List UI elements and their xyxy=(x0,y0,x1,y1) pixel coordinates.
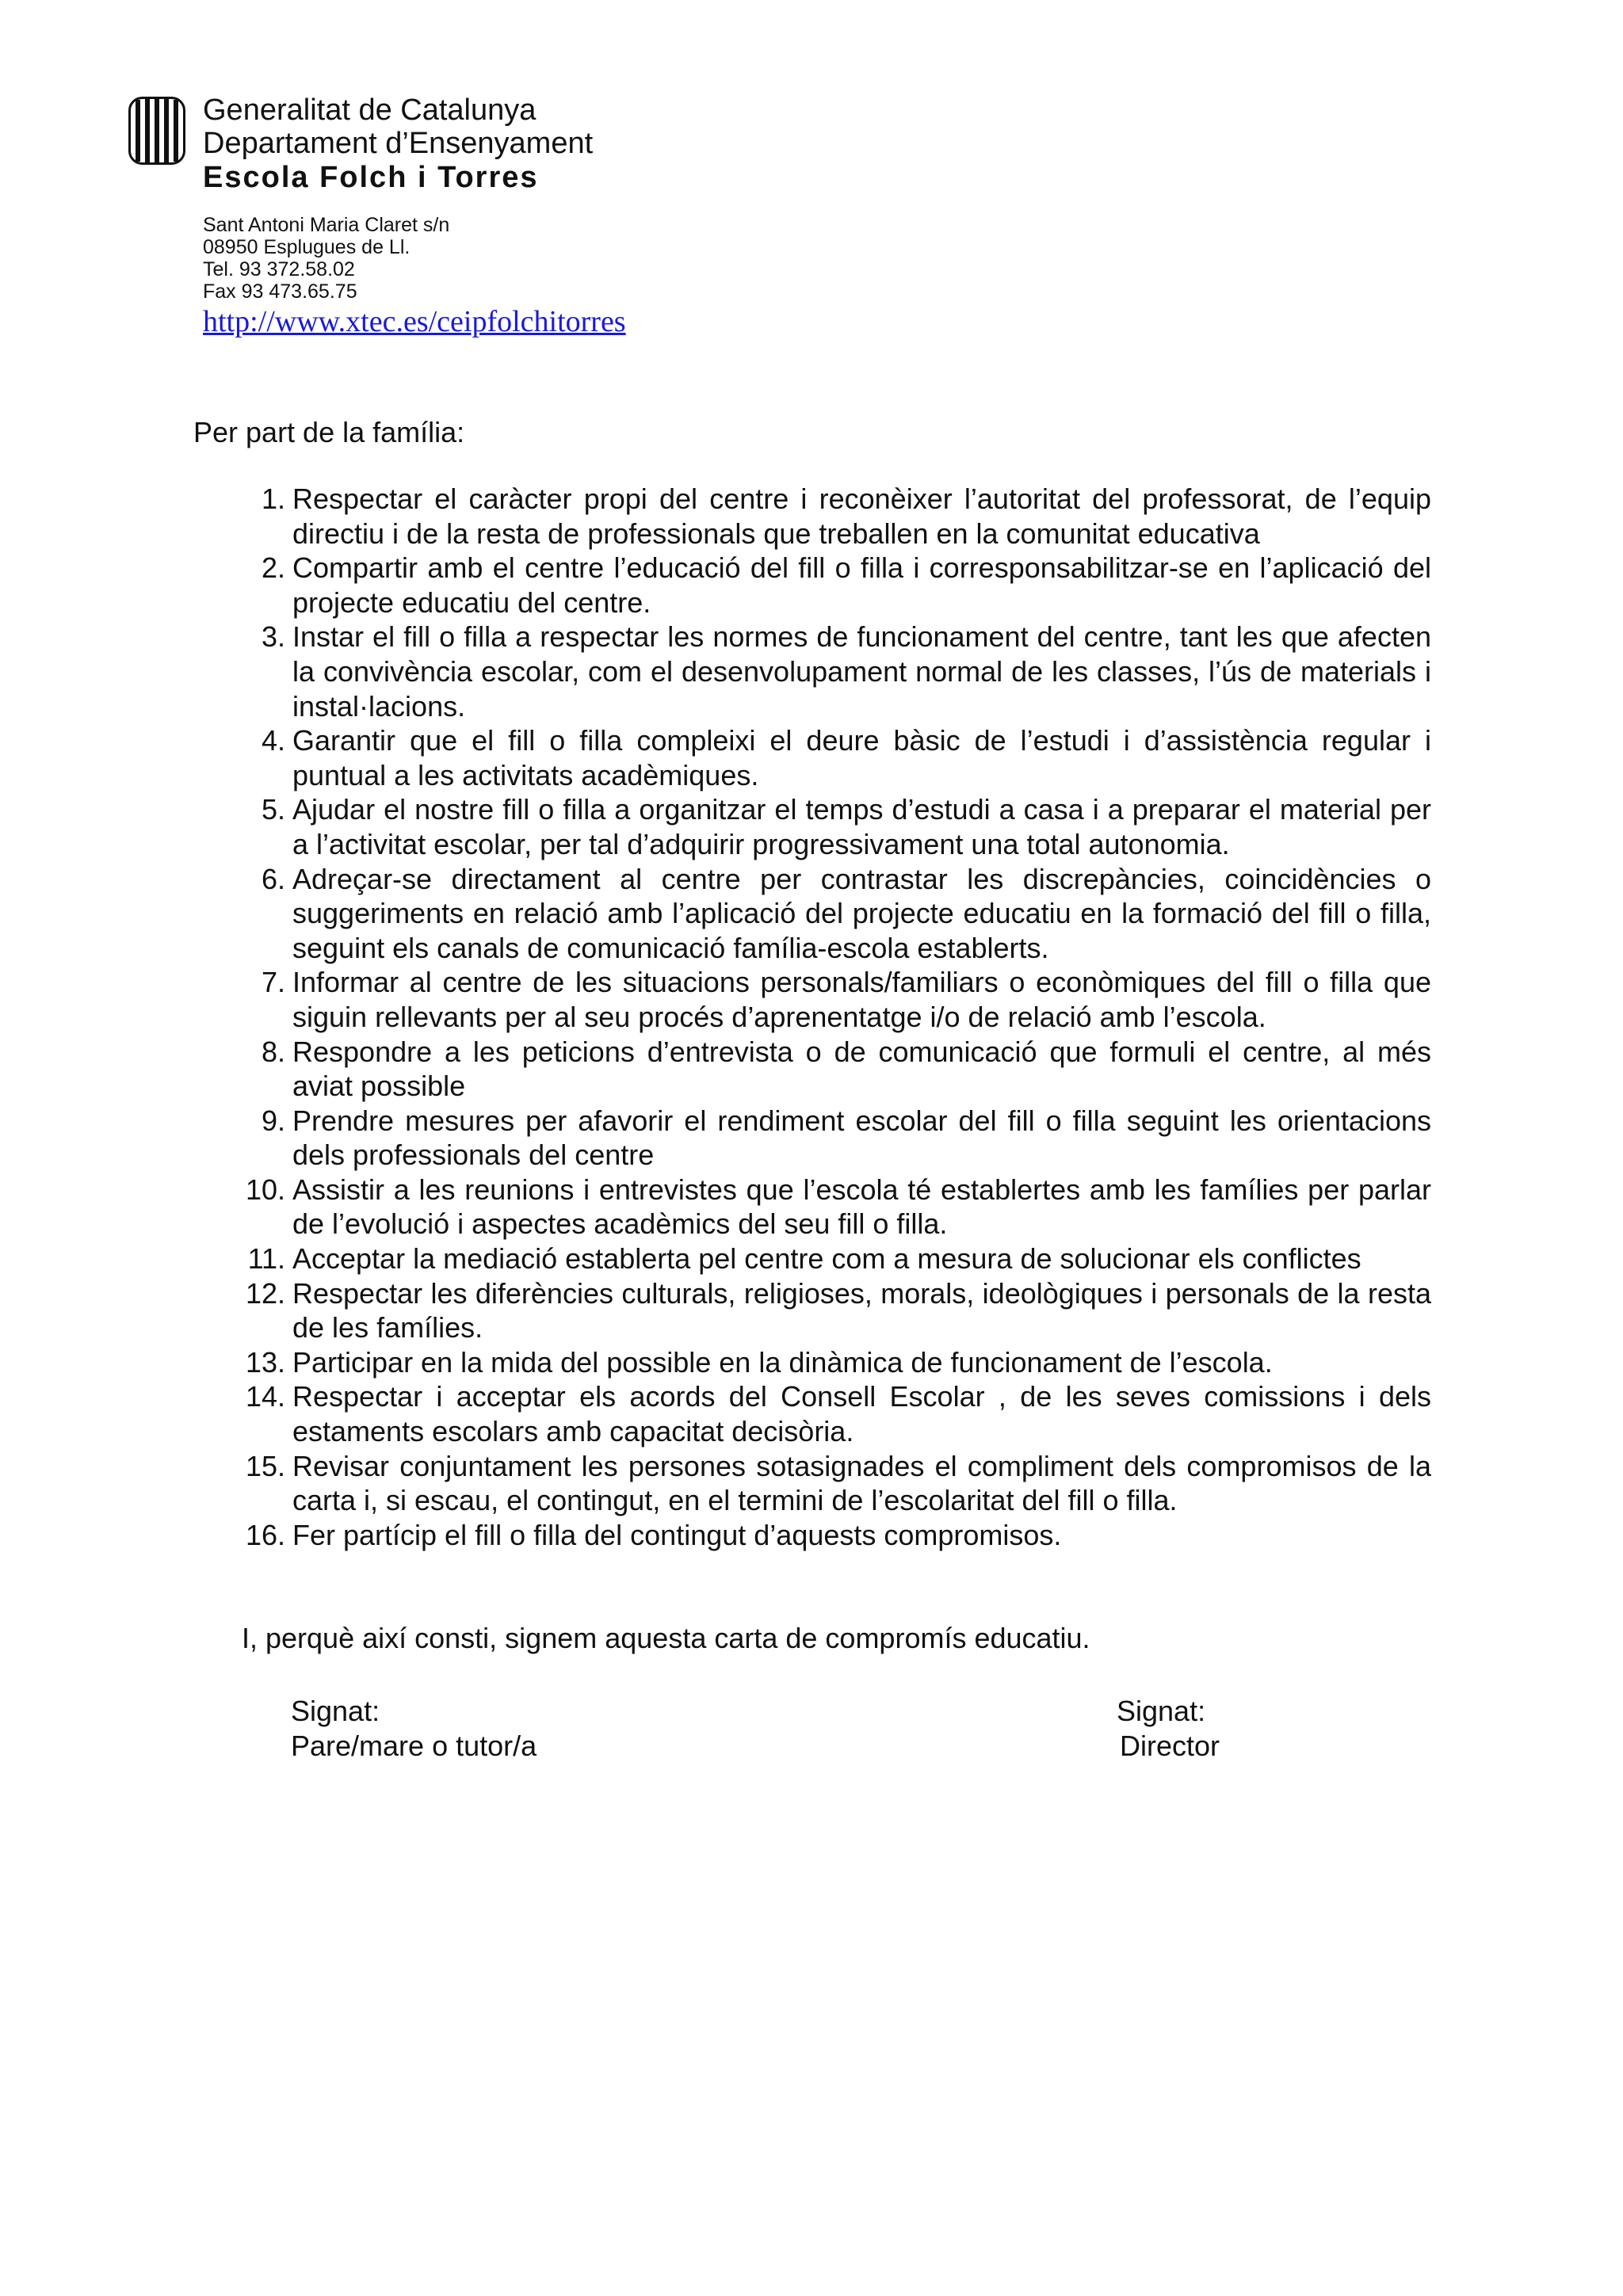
list-item xyxy=(238,792,1431,861)
address-line: 08950 Esplugues de Ll. xyxy=(203,236,411,258)
list-item-text: Respectar i acceptar els acords del Consell Escolar , de les seves comissions i dels estaments escolars amb capacitat decisòria. xyxy=(292,1380,1431,1448)
list-item xyxy=(238,1518,1431,1553)
commitments-list xyxy=(238,482,1431,1552)
list-item-number: 12. xyxy=(245,1276,285,1310)
list-item-number: 3. xyxy=(261,620,285,654)
section-intro: Per part de la família: xyxy=(193,416,465,448)
signature-label: Signat: xyxy=(1117,1695,1206,1727)
list-item-text: Instar el fill o filla a respectar les normes de funcionament del centre, tant les que afecten la convivència escolar, com el desenvolupament normal de les classes, l’ús de materials i instal·lacions. xyxy=(292,620,1431,723)
organization-block xyxy=(203,93,837,195)
closing-statement: I, perquè així consti, signem aquesta carta de compromís educatiu. xyxy=(242,1622,1090,1654)
list-item xyxy=(238,1276,1431,1345)
list-item xyxy=(238,723,1431,792)
list-item-number: 14. xyxy=(245,1380,285,1413)
list-item-number: 15. xyxy=(245,1449,285,1482)
list-item xyxy=(238,1173,1431,1241)
list-item-number: 13. xyxy=(245,1345,285,1379)
list-item xyxy=(238,1035,1431,1104)
fax-number: Fax 93 473.65.75 xyxy=(203,280,357,303)
list-item-text: Prendre mesures per afavorir el rendiment escolar del fill o filla seguint les orientacions dels professionals del centre xyxy=(292,1104,1431,1172)
list-item-number: 10. xyxy=(245,1173,285,1206)
list-item xyxy=(238,482,1431,551)
list-item-number: 7. xyxy=(261,966,285,999)
list-item-text: Revisar conjuntament les persones sotasignades el compliment dels compromisos de la carta i, si escau, el contingut, en el termini de l’escolaritat del fill o filla. xyxy=(292,1449,1431,1517)
list-item xyxy=(238,1449,1431,1518)
list-item-text: Respectar el caràcter propi del centre i reconèixer l’autoritat del professorat, de l’equip directiu i de la resta de professionals que treballen en la comunitat educativa xyxy=(292,482,1431,550)
list-item xyxy=(238,862,1431,966)
list-item-text: Participar en la mida del possible en la dinàmica de funcionament de l’escola. xyxy=(292,1345,1273,1379)
signature-label: Signat: xyxy=(291,1695,380,1727)
list-item-number: 8. xyxy=(261,1035,285,1068)
signature-role: Pare/mare o tutor/a xyxy=(291,1730,537,1762)
list-item-number: 2. xyxy=(261,551,285,585)
department-name: Departament d’Ensenyament xyxy=(203,127,594,160)
list-item-text: Informar al centre de les situacions personals/familiars o econòmiques del fill o filla que siguin rellevants per al seu procés d’aprenentatge i/o de relació amb l’escola. xyxy=(292,966,1431,1033)
list-item-text: Acceptar la mediació establerta pel centre com a mesura de solucionar els conflictes xyxy=(292,1242,1361,1276)
list-item-number: 16. xyxy=(245,1518,285,1551)
list-item-text: Compartir amb el centre l’educació del fill o filla i corresponsabilitzar-se en l’aplicació del projecte educatiu del centre. xyxy=(292,551,1431,619)
signature-role: Director xyxy=(1120,1730,1220,1762)
contact-block xyxy=(203,214,449,303)
list-item xyxy=(238,551,1431,620)
signature-block-director xyxy=(1117,1694,1220,1764)
list-item-text: Respondre a les peticions d’entrevista o de comunicació que formuli el centre, al més aviat possible xyxy=(292,1035,1431,1103)
list-item-text: Respectar les diferències culturals, religioses, morals, ideològiques i personals de la resta de les famílies. xyxy=(292,1276,1431,1344)
list-item-text: Garantir que el fill o filla compleixi el deure bàsic de l’estudi i d’assistència regular i puntual a les activitats acadèmiques. xyxy=(292,724,1431,791)
list-item-text: Assistir a les reunions i entrevistes que l’escola té establertes amb les famílies per parlar de l’evolució i aspectes acadèmics del seu fill o filla. xyxy=(292,1173,1431,1241)
list-item-number: 11. xyxy=(247,1242,285,1276)
list-item-number: 1. xyxy=(261,482,285,515)
list-item-number: 5. xyxy=(261,793,285,826)
list-item-text: Adreçar-se directament al centre per contrastar les discrepàncies, coincidències o suggeriments en relació amb l’aplicació del projecte educatiu en la formació del fill o filla, seguint els canals de comunicació família-escola establerts. xyxy=(292,862,1431,964)
list-item xyxy=(238,1379,1431,1448)
school-name: Escola Folch i Torres xyxy=(203,161,539,194)
address-line: Sant Antoni Maria Claret s/n xyxy=(203,214,450,236)
list-item xyxy=(238,965,1431,1034)
list-item-number: 6. xyxy=(261,862,285,895)
phone-number: Tel. 93 372.58.02 xyxy=(203,258,355,280)
list-item xyxy=(238,1241,1431,1276)
list-item-number: 4. xyxy=(261,724,285,757)
list-item-number: 9. xyxy=(261,1104,285,1137)
list-item-text: Fer partícip el fill o filla del contingut d’aquests compromisos. xyxy=(292,1518,1062,1551)
government-name: Generalitat de Catalunya xyxy=(203,93,537,127)
list-item xyxy=(238,1345,1431,1380)
website-link[interactable]: http://www.xtec.es/ceipfolchitorres xyxy=(203,305,626,338)
signature-block-family xyxy=(291,1694,537,1764)
list-item xyxy=(238,1104,1431,1173)
generalitat-emblem-icon xyxy=(128,97,185,165)
list-item-text: Ajudar el nostre fill o filla a organitzar el temps d’estudi a casa i a preparar el material per a l’activitat escolar, per tal d’adquirir progressivament una total autonomia. xyxy=(292,793,1431,860)
list-item xyxy=(238,620,1431,723)
